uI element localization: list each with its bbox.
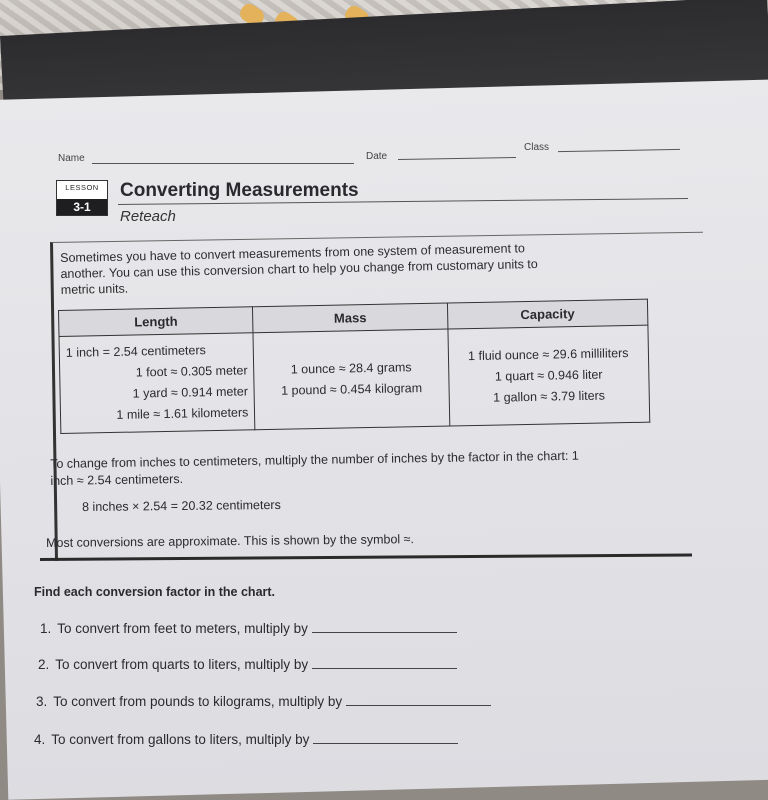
name-field[interactable]	[92, 163, 354, 164]
worked-example: 8 inches × 2.54 = 20.32 centimeters	[82, 497, 281, 514]
question-text: To convert from quarts to liters, multiply by	[55, 657, 309, 672]
length-fact: 1 foot ≈ 0.305 meter	[135, 363, 248, 380]
question-number: 1.	[40, 621, 52, 636]
capacity-fact: 1 quart ≈ 0.946 liter	[494, 367, 603, 384]
question-text: To convert from feet to meters, multiply by	[57, 621, 308, 636]
question-number: 2.	[38, 657, 50, 672]
question-3	[36, 693, 491, 709]
mass-cell	[253, 329, 449, 430]
date-field[interactable]	[398, 157, 516, 160]
page-title: Converting Measurements	[120, 180, 359, 201]
answer-blank-2[interactable]	[312, 656, 457, 669]
answer-blank-3[interactable]	[346, 693, 491, 706]
mass-fact: 1 ounce ≈ 28.4 grams	[290, 360, 412, 377]
question-2	[38, 656, 457, 672]
chart-header-capacity: Capacity	[447, 299, 648, 329]
length-fact: 1 yard ≈ 0.914 meter	[132, 384, 249, 401]
length-fact: 1 inch = 2.54 centimeters	[65, 343, 206, 360]
conversion-chart	[58, 299, 650, 434]
question-4	[34, 731, 458, 747]
question-text: To convert from gallons to liters, multiply by	[51, 732, 310, 747]
approximation-note: Most conversions are approximate. This is shown by the symbol ≈.	[46, 532, 415, 550]
question-number: 4.	[34, 732, 46, 747]
capacity-fact: 1 fluid ounce ≈ 29.6 milliliters	[467, 345, 629, 363]
explanation-paragraph: To change from inches to centimeters, multiply the number of inches by the factor in the chart: 1 inch ≈ 2.54 centimeters.	[50, 448, 579, 488]
class-label: Class	[524, 142, 550, 153]
chart-body-row	[59, 325, 650, 433]
intro-paragraph: Sometimes you have to convert measurements from one system of measurement to another. You can use this conversion chart to help you change from customary units to metric units.	[60, 241, 538, 297]
date-label: Date	[366, 151, 388, 162]
capacity-fact: 1 gallon ≈ 3.79 liters	[493, 388, 606, 405]
answer-blank-4[interactable]	[313, 731, 458, 744]
question-text: To convert from pounds to kilograms, multiply by	[53, 694, 343, 709]
name-label: Name	[58, 153, 85, 164]
length-fact: 1 mile ≈ 1.61 kilometers	[116, 405, 249, 422]
chart-header-mass: Mass	[253, 303, 448, 333]
class-field[interactable]	[558, 149, 680, 152]
lesson-badge	[56, 180, 108, 216]
question-1	[40, 620, 457, 636]
answer-blank-1[interactable]	[312, 620, 457, 633]
lesson-number: 3-1	[57, 199, 107, 215]
question-number: 3.	[36, 694, 48, 709]
page-subtitle: Reteach	[120, 208, 176, 225]
capacity-cell	[448, 325, 650, 426]
length-cell	[59, 333, 255, 434]
mass-fact: 1 pound ≈ 0.454 kilogram	[281, 381, 423, 398]
chart-header-length: Length	[59, 307, 254, 337]
lesson-badge-label: LESSON	[65, 183, 99, 192]
directions: Find each conversion factor in the chart.	[34, 585, 276, 599]
